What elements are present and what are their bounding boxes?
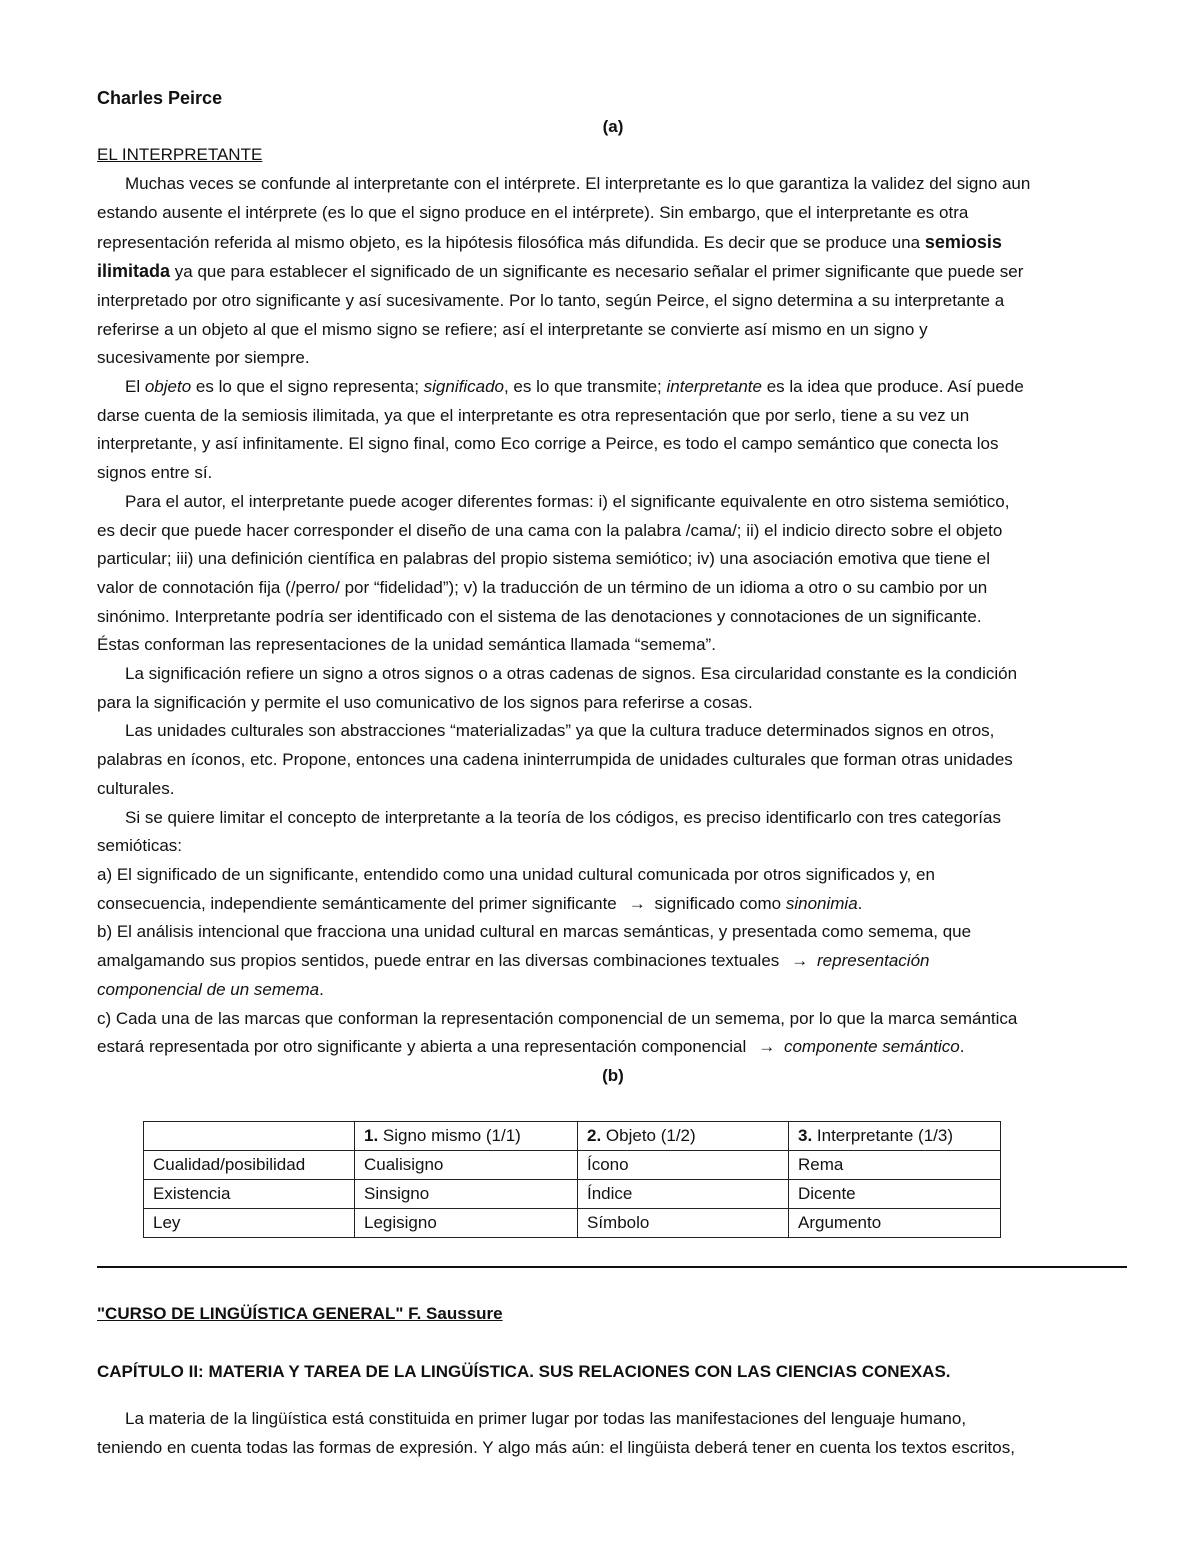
- text-span: estará representada por otro significante y abierta a una representación componencial: [97, 1037, 747, 1057]
- text-span: .: [319, 979, 324, 999]
- figure-label-a: (a): [602, 116, 624, 136]
- paragraph-4: [97, 660, 1129, 717]
- saussure-section: [97, 1300, 1129, 1462]
- text-span: .: [857, 893, 863, 913]
- table-header-cell: [355, 1122, 578, 1151]
- text-line: Éstas conforman las representaciones de la unidad semántica llamada “semema”.: [97, 635, 716, 655]
- paragraph-2: [97, 373, 1129, 488]
- text-span: representación referida al mismo objeto, es la hipótesis filosófica más difundida. Es decir que se produce una: [97, 232, 921, 252]
- list-item-a: a) El significado de un significante, entendido como una unidad cultural comunicada por otros significados y, en: [97, 864, 935, 884]
- italic-term: representación: [812, 951, 930, 971]
- italic-term: componencial de un semema: [97, 979, 320, 999]
- text-span: consecuencia, independiente semánticamente del primer significante: [97, 893, 617, 913]
- table-header-cell: [144, 1122, 355, 1151]
- italic-term: componente semántico: [779, 1037, 960, 1057]
- table-cell: Ley: [144, 1209, 355, 1238]
- text-line: Si se quiere limitar el concepto de interpretante a la teoría de los códigos, es preciso identificarlo con tres categorías: [125, 807, 1001, 827]
- list-item-c-cont: [97, 1033, 1129, 1062]
- section-heading: EL INTERPRETANTE: [97, 145, 263, 165]
- document-title: Charles Peirce: [97, 88, 223, 108]
- text-line: referirse a un objeto al que el mismo signo se refiere; así el interpretante se convierte así mismo en un signo y: [97, 319, 928, 339]
- category-list: [97, 861, 1129, 1062]
- text-span: .: [959, 1037, 965, 1057]
- table-header-cell: [789, 1122, 1001, 1151]
- table-header-cell: [578, 1122, 789, 1151]
- text-span: es lo que el signo representa;: [191, 377, 424, 397]
- text-span: El: [125, 377, 145, 397]
- arrow-right-icon: →: [791, 951, 809, 971]
- header-number: 3.: [798, 1126, 813, 1145]
- italic-term: sinonimia: [785, 893, 858, 913]
- bold-term: semiosis: [924, 231, 1002, 252]
- text-line: para la significación y permite el uso comunicativo de los signos para referirse a cosas.: [97, 692, 753, 712]
- text-span: , es lo que transmite;: [503, 377, 667, 397]
- table-cell: Legisigno: [355, 1209, 578, 1238]
- table-cell: Argumento: [789, 1209, 1001, 1238]
- text-line: palabras en íconos, etc. Propone, entonces una cadena ininterrumpida de unidades culturales que forman otras unidades: [97, 750, 1013, 770]
- table-cell: Existencia: [144, 1180, 355, 1209]
- header-text: Signo mismo (1/1): [378, 1126, 521, 1145]
- paragraph-1: [97, 170, 1129, 373]
- table-cell: Sinsigno: [355, 1180, 578, 1209]
- text-line: particular; iii) una definición científica en palabras del propio sistema semiótico; iv) una asociación emotiva que tiene el: [97, 549, 990, 569]
- text-line: Muchas veces se confunde al interpretante con el intérprete. El interpretante es lo que garantiza la validez del signo aun: [125, 174, 1031, 194]
- list-item-b: b) El análisis intencional que fracciona una unidad cultural en marcas semánticas, y presentada como semema, que: [97, 922, 972, 942]
- list-item-b-cont: [97, 947, 1129, 976]
- text-line: [97, 257, 1129, 287]
- italic-term: significado: [423, 377, 504, 397]
- table-cell: Dicente: [789, 1180, 1001, 1209]
- list-item-a-cont: [97, 890, 1129, 919]
- table-cell: Cualidad/posibilidad: [144, 1151, 355, 1180]
- text-line: interpretado por otro significante y así sucesivamente. Por lo tanto, según Peirce, el signo determina a su interpretante a: [97, 290, 1005, 310]
- header-text: Objeto (1/2): [601, 1126, 696, 1145]
- text-line: signos entre sí.: [97, 463, 213, 483]
- text-line: semióticas:: [97, 836, 183, 856]
- text-line: valor de connotación fija (/perro/ por “fidelidad”); v) la traducción de un término de un idioma a otro o su cambio por un: [97, 577, 988, 597]
- text-line: sinónimo. Interpretante podría ser identificado con el sistema de las denotaciones y connotaciones de un significante.: [97, 606, 982, 626]
- text-line: [97, 373, 1129, 402]
- text-span: amalgamando sus propios sentidos, puede entrar en las diversas combinaciones textuales: [97, 951, 780, 971]
- document-page: [97, 84, 1129, 1091]
- header-text: Interpretante (1/3): [812, 1126, 953, 1145]
- text-line: La significación refiere un signo a otros signos o a otras cadenas de signos. Esa circularidad constante es la condición: [125, 664, 1018, 684]
- text-line: sucesivamente por siempre.: [97, 348, 310, 368]
- table-cell: Símbolo: [578, 1209, 789, 1238]
- saussure-title: "CURSO DE LINGÜÍSTICA GENERAL" F. Saussure: [97, 1304, 503, 1323]
- table-row: [144, 1209, 1001, 1238]
- text-line: Las unidades culturales son abstracciones “materializadas” ya que la cultura traduce determinados signos en otros,: [125, 721, 995, 741]
- paragraph-5: [97, 717, 1129, 803]
- text-line: [97, 228, 1129, 258]
- arrow-right-icon: →: [758, 1037, 776, 1057]
- arrow-right-icon: →: [628, 893, 646, 913]
- text-span: ya que para establecer el significado de un significante es necesario señalar el primer significante que puede ser: [174, 262, 1024, 282]
- paragraph-3: [97, 488, 1129, 660]
- saussure-paragraph: [97, 1405, 1129, 1462]
- bold-term: ilimitada: [97, 261, 171, 282]
- list-item-b-cont2: [97, 976, 1129, 1005]
- text-span: significado como: [649, 893, 786, 913]
- italic-term: objeto: [144, 377, 192, 397]
- section-divider: [97, 1266, 1127, 1268]
- table-cell: Ícono: [578, 1151, 789, 1180]
- figure-label-b: (b): [602, 1065, 624, 1085]
- italic-term: interpretante: [666, 377, 762, 397]
- table-cell: Rema: [789, 1151, 1001, 1180]
- table-header-row: [144, 1122, 1001, 1151]
- table-row: [144, 1180, 1001, 1209]
- text-line: La materia de la lingüística está constituida en primer lugar por todas las manifestaciones del lenguaje humano,: [125, 1409, 967, 1428]
- text-span: es la idea que produce. Así puede: [761, 377, 1024, 397]
- paragraph-6: [97, 804, 1129, 861]
- header-number: 1.: [364, 1126, 379, 1145]
- sign-classification-table: [143, 1121, 1001, 1238]
- text-line: Para el autor, el interpretante puede acoger diferentes formas: i) el significante equivalente en otro sistema semiótico,: [125, 491, 1010, 511]
- text-line: culturales.: [97, 778, 175, 798]
- table-cell: Índice: [578, 1180, 789, 1209]
- header-number: 2.: [587, 1126, 602, 1145]
- table-row: [144, 1151, 1001, 1180]
- text-line: interpretante, y así infinitamente. El signo final, como Eco corrige a Peirce, es todo el campo semántico que conecta los: [97, 434, 999, 454]
- text-line: teniendo en cuenta todas las formas de expresión. Y algo más aún: el lingüista deberá tener en cuenta los textos escritos,: [97, 1437, 1015, 1457]
- text-line: estando ausente el intérprete (es lo que el signo produce en el intérprete). Sin embargo, que el interpretante es otra: [97, 202, 969, 222]
- table-cell: Cualisigno: [355, 1151, 578, 1180]
- text-line: es decir que puede hacer corresponder el diseño de una cama con la palabra /cama/; ii) el indicio directo sobre el objeto: [97, 520, 1003, 540]
- text-line: darse cuenta de la semiosis ilimitada, ya que el interpretante es otra representación que por serlo, tiene a su vez un: [97, 405, 970, 425]
- chapter-heading: CAPÍTULO II: MATERIA Y TAREA DE LA LINGÜÍSTICA. SUS RELACIONES CON LAS CIENCIAS CONEXAS.: [97, 1362, 951, 1381]
- list-item-c: c) Cada una de las marcas que conforman la representación componencial de un semema, por lo que la marca semántica: [97, 1008, 1018, 1028]
